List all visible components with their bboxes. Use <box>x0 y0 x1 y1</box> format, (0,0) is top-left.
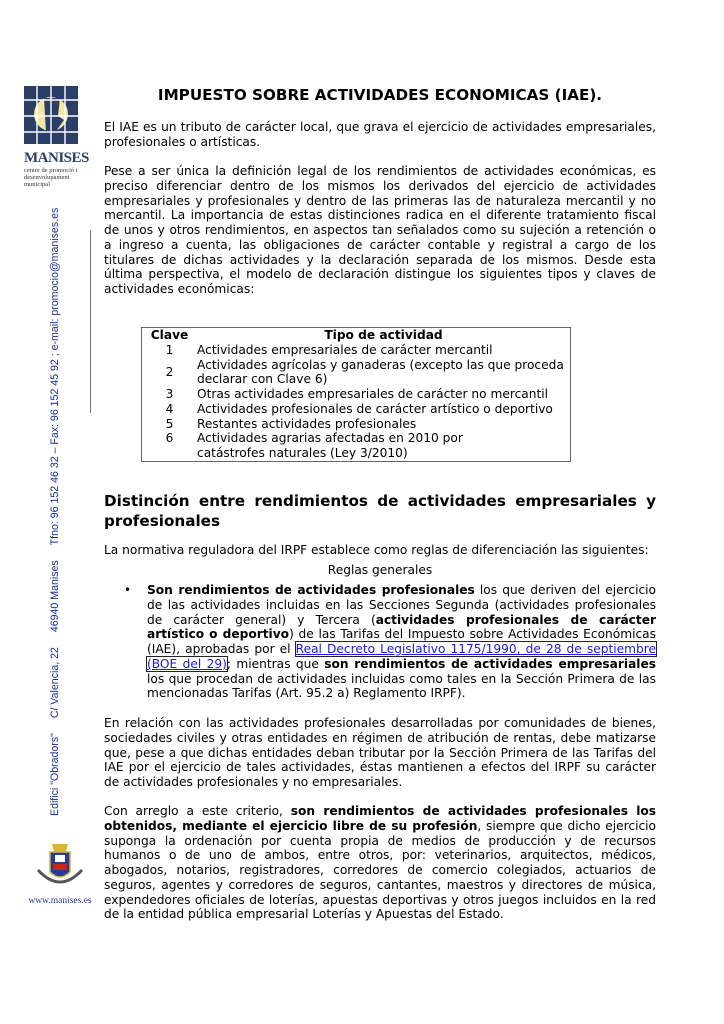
real-decreto-link[interactable]: Real Decreto Legislativo 1175/1990, de 28 de septiembre (BOE del 29) <box>147 642 656 671</box>
section-heading: Distinción entre rendimientos de actividades empresariales y profesionales <box>104 492 656 530</box>
clave-cell: 3 <box>165 387 174 401</box>
clave-cell: 4 <box>165 401 174 416</box>
tipo-cell: Actividades profesionales de carácter artístico o deportivo <box>197 401 553 416</box>
table-row <box>142 387 571 402</box>
text-run: los que procedan de actividades incluidas como tales en la Sección Primera de las mencionadas Tarifas (Art. 95.2 a) Reglamento IRPF). <box>147 671 656 701</box>
clave-cell: 2 <box>165 364 174 379</box>
header-clave: Clave <box>150 328 189 342</box>
table-row <box>142 402 571 417</box>
page-title: IMPUESTO SOBRE ACTIVIDADES ECONOMICAS (IAE). <box>157 86 603 104</box>
activity-types-table <box>141 327 571 462</box>
bullet-marker: • <box>124 583 132 597</box>
normativa-paragraph: La normativa reguladora del IRPF establece como reglas de diferenciación las siguientes: <box>104 543 649 557</box>
text-run: los que deriven del ejercicio de las actividades incluidas en las Secciones Segunda (actividades profesionales de carácter general) y Tercera ( <box>147 583 657 627</box>
clave-cell: 6 <box>165 431 174 446</box>
logo-subtitle: centre de promoció i desenvolupament municipal <box>24 167 78 188</box>
bold-text: son rendimientos de actividades profesionales los obtenidos, mediante el ejercicio libre de su profesión <box>104 804 656 833</box>
criterio-paragraph <box>104 804 656 922</box>
tipo-cell: Actividades agrarias afectadas en 2010 por catástrofes naturales (Ley 3/2010) <box>197 431 463 460</box>
manises-logo <box>24 86 89 188</box>
bold-text: son rendimientos de actividades empresariales <box>324 656 657 671</box>
contact-phone-email: Tfno: 96 152 46 32 – Fax: 96 152 45 92 ; e-mail: promocio@manises.es <box>49 207 61 546</box>
tipo-cell: Actividades agrícolas y ganaderas (excepto las que proceda declarar con Clave 6) <box>197 357 564 387</box>
bold-text: actividades profesionales de carácter artístico o deportivo <box>147 612 656 642</box>
bullet-professional-rule <box>147 583 656 701</box>
contact-city: 46940 Manises <box>49 560 61 633</box>
text-run: ) de las Tarifas del Impuesto sobre Actividades Económicas (IAE), aprobadas por el <box>147 627 656 656</box>
definition-paragraph: Pese a ser única la definición legal de los rendimientos de actividades económicas, es preciso diferenciar dentro de los mismos los derivados del ejercicio de actividades empresariales y profesionales y dentro de las primeras las de naturaleza mercantil y no mercantil. La importancia de estas distinciones radica en el diferente tratamiento fiscal de unos y otros rendimientos, en aspectos tan señalados como su sujeción a retención o a ingreso a cuenta, las obligaciones de carácter contable y registral a cargo de los titulares de dichas actividades y la declaración separada de los mismos. Desde esta última perspectiva, el modelo de declaración distingue los siguientes tipos y claves de actividades económicas: <box>104 164 656 296</box>
header-tipo: Tipo de actividad <box>324 328 443 342</box>
rules-title: Reglas generales <box>327 563 433 577</box>
clave-cell: 5 <box>165 416 174 431</box>
text-run: , siempre que dicho ejercicio suponga la ordenación por cuenta propia de medios de producción y de recursos humanos o de uno de ambos, entre otros, por: veterinarios, arquitectos, médicos, abogados, notarios, registradores, corredores de comercio colegiados, actuarios de seguros, agentes y corredores de seguros, cantantes, maestros y directores de música, expendedores oficiales de loterías, apuestas deportivas y otros juegos incluidos en la red de la entidad pública empresarial Loterías y Apuestas del Estado. <box>104 818 657 922</box>
intro-paragraph: El IAE es un tributo de carácter local, que grava el ejercicio de actividades empresariales, profesionales o artísticas. <box>104 120 656 149</box>
comunidades-paragraph: En relación con las actividades profesionales desarrolladas por comunidades de bienes, sociedades civiles y otras entidades en régimen de atribución de rentas, debe matizarse que, pese a que dichas entidades deban tributar por la Sección Primera de las Tarifas del IAE por el ejercicio de tales actividades, éstas mantienen a efectos del IRPF su carácter de actividades profesionales y no empresariales. <box>104 716 656 789</box>
bold-text: Son rendimientos de actividades profesionales <box>147 583 475 597</box>
logo-mosaic-icon <box>24 86 78 144</box>
logo-wordmark: MANISES <box>24 150 89 166</box>
table-row <box>142 417 571 432</box>
clave-cell: 1 <box>165 342 174 357</box>
table-row <box>142 358 571 388</box>
table-header-row <box>142 328 571 343</box>
sidebar-divider <box>90 230 91 413</box>
table-row <box>142 343 571 358</box>
contact-building: Edifici "Obradors" <box>49 733 61 816</box>
website-link[interactable]: www.manises.es <box>28 896 92 906</box>
contact-address: C/ Valencia, 22 <box>49 647 61 719</box>
coat-of-arms-icon <box>32 842 88 896</box>
tipo-cell: Otras actividades empresariales de carácter no mercantil <box>197 387 549 401</box>
text-run: ; mientras que <box>226 656 325 671</box>
tipo-cell: Actividades empresariales de carácter mercantil <box>197 342 493 357</box>
tipo-cell: Restantes actividades profesionales <box>197 416 417 431</box>
text-run: Con arreglo a este criterio, <box>104 804 291 818</box>
table-row <box>142 431 571 461</box>
contact-info <box>49 207 61 822</box>
